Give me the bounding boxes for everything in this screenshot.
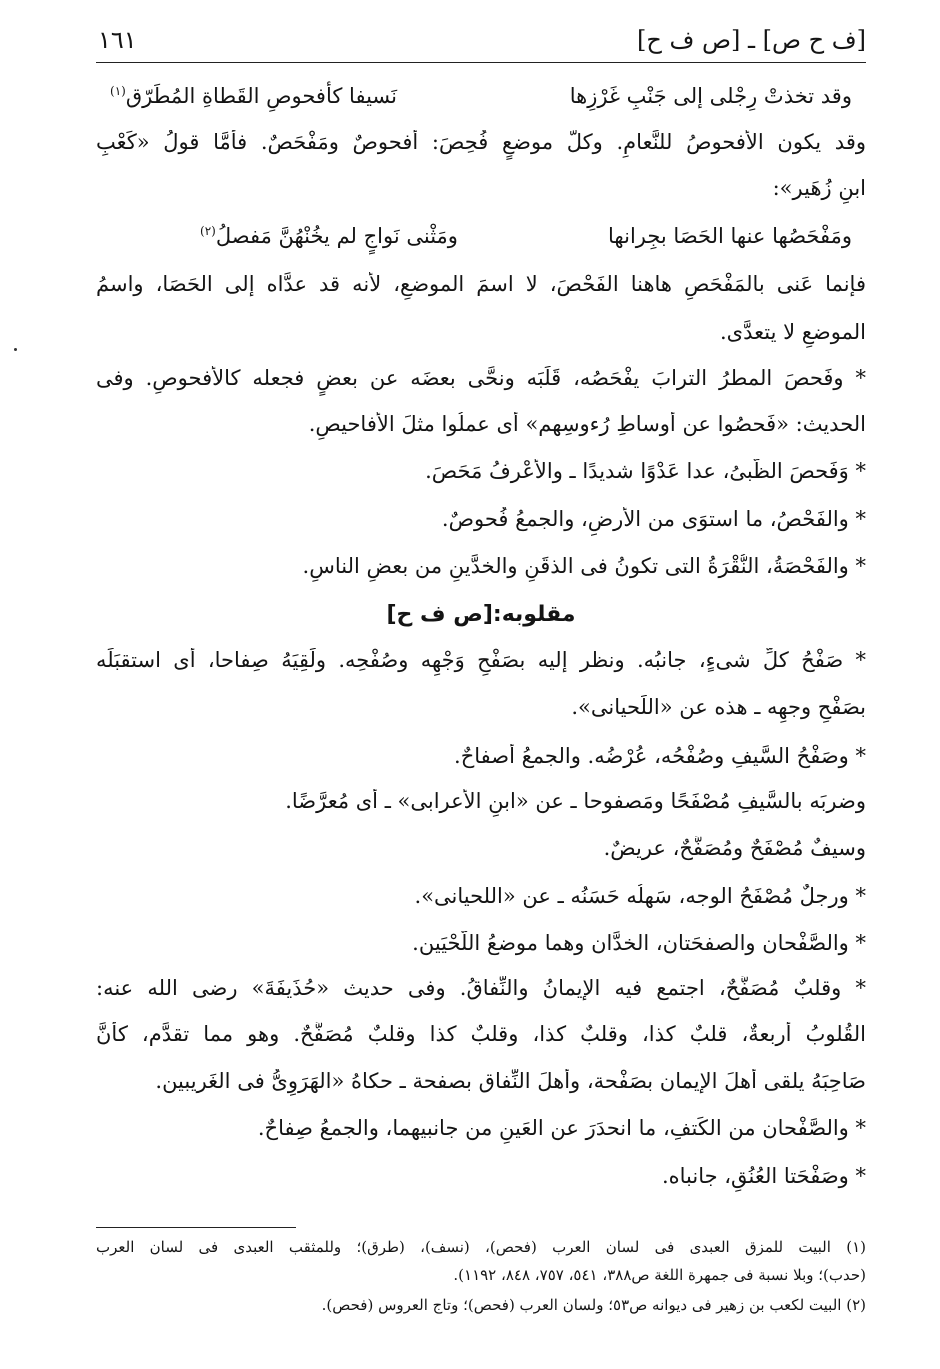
paragraph-3-line-1: * وفَحصَ المطرُ الترابَ يفْحَصُه، قَلَبَه ونحَّى بعضَه عن بعضٍ فجعله كالأفحوصِ. وفى: [96, 366, 866, 390]
paragraph-15: * وصَفْحَتا العُنُقِ، جانباه.: [661, 1164, 866, 1188]
paragraph-3-line-2: الحديث: «فَحصُوا عن أوساطِ رُءوسِهم» أى عملُوا مثلَ الأفاحيصِ.: [308, 412, 866, 436]
footnote-separator: [96, 1227, 296, 1228]
paragraph-1-line-1: وقد يكون الأفحوصُ للنَّعامِ. وكلُّ موضعٍ فُحِصَ: أُفحوصٌ ومَفْحَصٌ. فأمَّا قولُ «كَعْبِ: [96, 130, 866, 154]
paragraph-12: * والصَّفْحان والصفحَتان، الخدَّان وهما موضعُ اللَّحْيَين.: [412, 931, 866, 955]
verse-1: [96, 84, 866, 130]
paragraph-7-line-1: * صَفْحُ كلِّ شىءٍ، جانبُه. ونظر إليه بصَفْحِ وَجْهِه وصُفْحِه. ولَقِيَهُ صِفاحا، أى استقبَلَه: [96, 648, 866, 672]
paragraph-6: * والفَحْصَةُ، النُّقْرَةُ التى تكونُ فى الذقَنِ والخدَّينِ من بعضِ الناسِ.: [302, 554, 866, 578]
paragraph-11: * ورجلٌ مُصْفَحُ الوجه، سَهلُه حَسَنُه ـ عن «اللحيانى».: [414, 884, 866, 908]
verse-1-second-hemistich: [110, 84, 397, 108]
header-rule: [96, 62, 866, 63]
paragraph-2-line-1: فإنما عَنى بالمَفْحَصِ هاهنا الفَحْصَ، لا اسمَ الموضعِ، لأنه قد عدَّاه إلى الحَصَا، واسمُ: [96, 272, 866, 296]
paragraph-13-line-1: * وقلبٌ مُصَفَّحٌ، اجتمع فيه الإيمانُ والنِّفاقُ. وفى حديث «حُذَيفَةَ» رضى الله عنه:: [96, 976, 866, 1000]
paragraph-13-line-2: القُلوبُ أربعةٌ، قلبٌ كذا، وقلبٌ كذا، وقلبٌ كذا وقلبٌ مُصَفَّحٌ. وهو مما تقدَّم، كأنَّ: [96, 1022, 866, 1046]
page-header: [96, 22, 866, 58]
paragraph-1-line-2: ابنِ زُهَير»:: [772, 176, 866, 200]
paragraph-10: وسيفٌ مُصْفَحٌ ومُصَفَّحٌ، عريضٌ.: [603, 836, 866, 860]
footnote-2: (٢) البيت لكعب بن زهير فى ديوانه ص٥٣؛ ولسان العرب (فحص)؛ وتاج العروس (فحص).: [321, 1296, 866, 1314]
paragraph-8: * وصَفْحُ السَّيفِ وصُفْحُه، عُرْضُه. والجمعُ أصفاحٌ.: [454, 744, 866, 768]
paragraph-14: * والصَّفْحان من الكَتفِ، ما انحدَرَ عن العَينِ من جانبيهما، والجمعُ صِفاحٌ.: [257, 1116, 866, 1140]
footnote-1-line-2: (حدب)؛ وبلا نسبة فى جمهرة اللغة ص٣٨٨، ٥٤١، ٧٥٧، ٨٤٨، ١١٩٢).: [453, 1266, 866, 1284]
book-page: [96, 22, 866, 1342]
page-number: ١٦١: [98, 26, 137, 54]
section-heading: مقلوبه:[ص ف ح]: [386, 602, 576, 627]
paragraph-2-line-2: الموضعِ لا يتعدَّى.: [719, 320, 866, 344]
verse-1-first-hemistich: وقد تخذتْ رِجْلى إلى جَنْبِ غَرْزِها: [569, 84, 852, 108]
running-head: [ف ح ص] ـ [ص ف ح]: [636, 26, 866, 54]
paragraph-9: وضربَه بالسَّيفِ مُصْفَحًا ومَصفوحا ـ عن «ابنِ الأعرابى» ـ أى مُعرَّضًا.: [285, 789, 866, 813]
paragraph-7-line-2: بصَفْحِ وجهِه ـ هذه عن «اللِّحيانى».: [571, 695, 866, 719]
paragraph-5: * والفَحْصُ، ما استوَى من الأرضِ، والجمعُ فُحوصٌ.: [441, 507, 866, 531]
footnote-ref-2: (٢): [200, 224, 216, 238]
verse-2: [96, 224, 866, 270]
scan-speck: [14, 348, 17, 351]
verse-2-second-text: ومَثْنى نَواجٍ لم يخُنْهُنَّ مَفصلُ: [215, 224, 458, 248]
footnote-ref-1: (١): [110, 84, 126, 98]
footnote-1-line-1: (١) البيت للمزق العبدى فى لسان العرب (فحص)، (نسف)، (طرق)؛ وللمثقب العبدى فى لسان العرب: [96, 1238, 866, 1256]
verse-2-first-hemistich: ومَفْحَصُها عنها الحَصَا بجِرانها: [608, 224, 852, 248]
paragraph-4: * وَفَحصَ الظَّبىُ، عدا عَدْوًا شديدًا ـ والأعْرفُ مَحَصَ.: [425, 459, 866, 483]
verse-2-second-hemistich: [200, 224, 458, 248]
paragraph-13-line-3: صَاحِبَهُ يلقى أهلَ الإيمان بصَفْحة، وأهلَ النِّفاق بصفحة ـ حكاهُ «الهَرَوِىُّ فى الغَريبين.: [155, 1069, 866, 1093]
verse-1-second-text: نَسيفا كأفحوصِ القَطاةِ المُطَرّق: [125, 84, 397, 108]
